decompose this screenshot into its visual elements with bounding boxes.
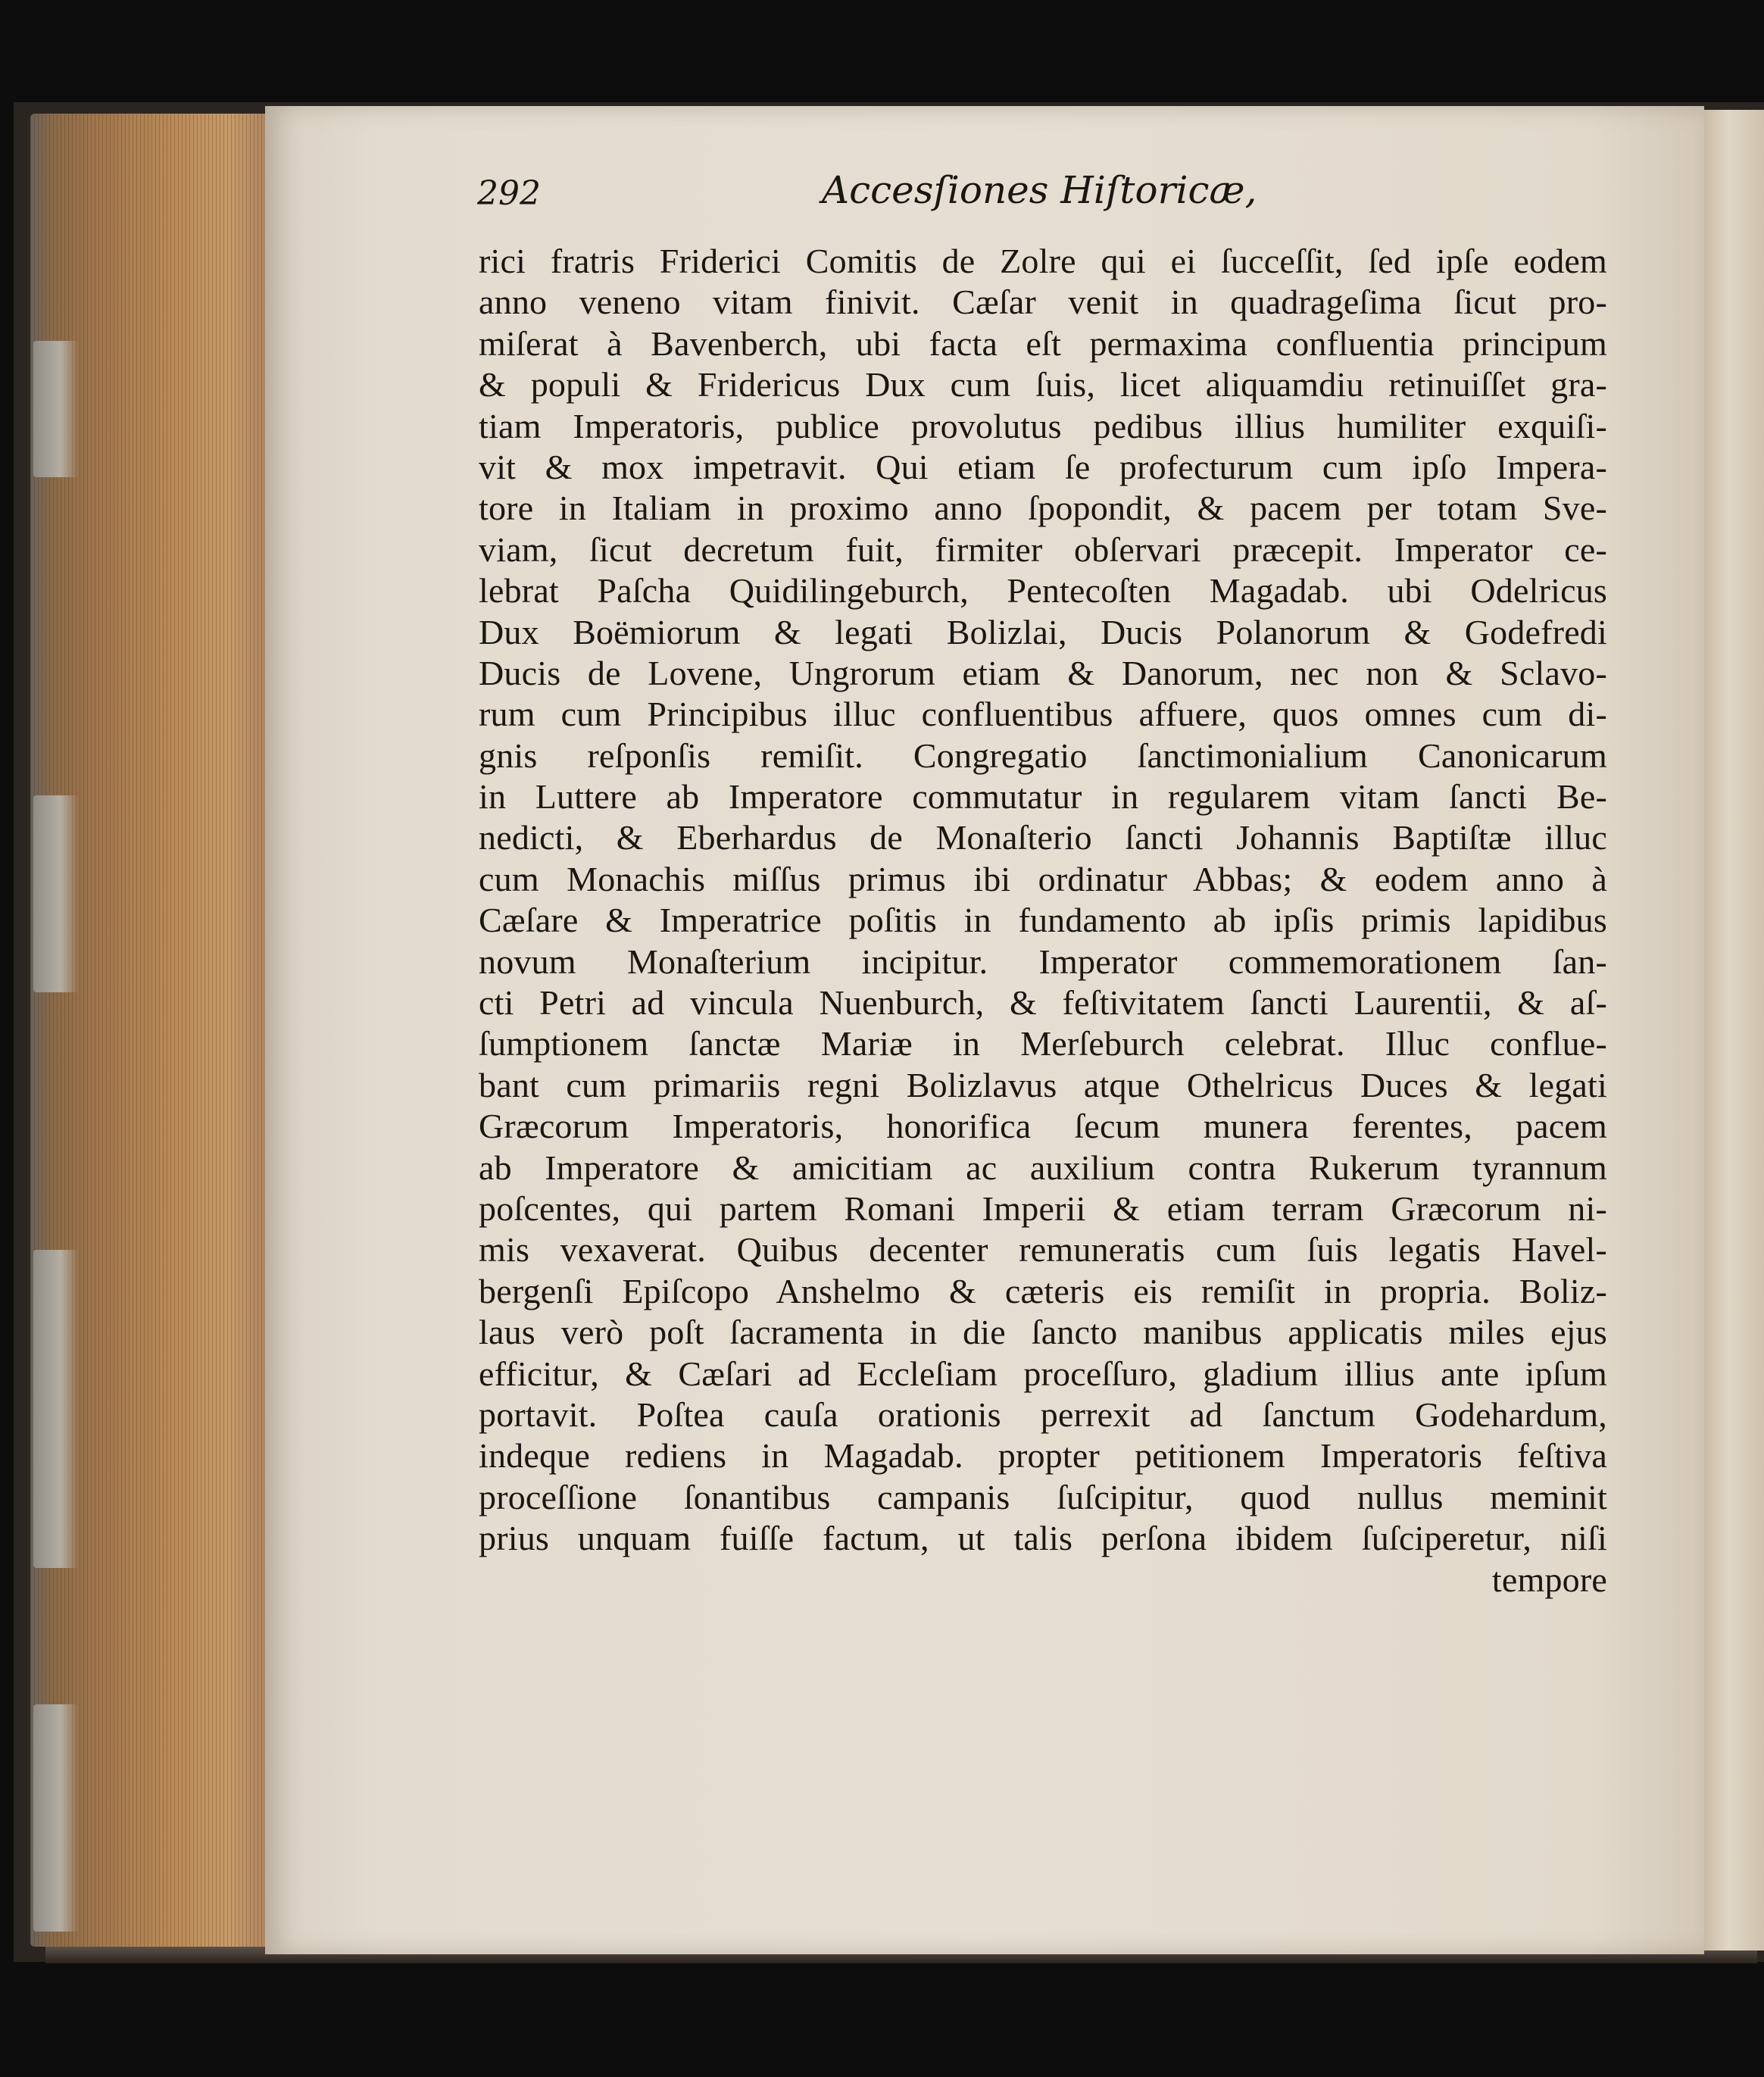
text-line: tore in Italiam in proximo anno ſpopondit, & pacem per totam Sve-	[479, 489, 1607, 528]
text-line: ſumptionem ſanctæ Mariæ in Merſeburch celebrat. Illuc conflue-	[479, 1024, 1607, 1063]
text-line: Cæſare & Imperatrice poſitis in fundamento ab ipſis primis lapidibus	[479, 901, 1607, 940]
text-line: Dux Boëmiorum & legati Bolizlai, Ducis Polanorum & Godefredi	[479, 612, 1607, 651]
running-title: Accesſiones Hiſtoricæ,	[822, 168, 1257, 212]
text-line: poſcentes, qui partem Romani Imperii & etiam terram Græcorum ni-	[479, 1188, 1607, 1228]
edge-stain	[33, 341, 79, 477]
text-line: bergenſi Epiſcopo Anshelmo & cæteris eis remiſit in propria. Boliz-	[479, 1271, 1607, 1310]
text-line: & populi & Fridericus Dux cum ſuis, licet aliquamdiu retinuiſſet gra-	[479, 365, 1607, 404]
text-line: tiam Imperatoris, publice provolutus pedibus illius humiliter exquiſi-	[479, 406, 1607, 445]
text-line: anno veneno vitam finivit. Cæſar venit in quadrageſima ſicut pro-	[479, 283, 1607, 322]
text-line: in Luttere ab Imperatore commutatur in regularem vitam ſancti Be-	[479, 777, 1607, 817]
text-line: Ducis de Lovene, Ungrorum etiam & Danorum, nec non & Sclavo-	[479, 653, 1607, 692]
text-line: Græcorum Imperatoris, honorifica ſecum munera ferentes, pacem	[479, 1107, 1607, 1146]
text-line: ab Imperatore & amicitiam ac auxilium contra Rukerum tyrannum	[479, 1148, 1607, 1187]
text-line: miſerat à Bavenberch, ubi facta eſt permaxima confluentia principum	[479, 323, 1607, 363]
edge-stain	[33, 1704, 79, 1932]
edge-stain	[33, 1250, 79, 1568]
text-line: efficitur, & Cæſari ad Eccleſiam proceſſuro, gladium illius ante ipſum	[479, 1354, 1607, 1393]
text-line: gnis reſponſis remiſit. Congregatio ſanctimonialium Canonicarum	[479, 736, 1607, 775]
text-line: lebrat Paſcha Quidilingeburch, Pentecoſten Magadab. ubi Odelricus	[479, 571, 1607, 611]
text-line: cum Monachis miſſus primus ibi ordinatur Abbas; & eodem anno à	[479, 859, 1607, 898]
page-number: 292	[477, 174, 541, 213]
text-line: indeque rediens in Magadab. propter petitionem Imperatoris feſtiva	[479, 1436, 1607, 1476]
text-line: laus verò poſt ſacramenta in die ſancto manibus applicatis miles ejus	[479, 1313, 1607, 1352]
text-line: rum cum Principibus illuc confluentibus affuere, quos omnes cum di-	[479, 695, 1607, 734]
text-line: viam, ſicut decretum fuit, firmiter obſervari præcepit. Imperator ce-	[479, 529, 1607, 569]
edge-stain	[33, 795, 79, 992]
catchword: tempore	[1491, 1560, 1607, 1599]
text-line: rici fratris Friderici Comitis de Zolre qui ei ſucceſſit, ſed ipſe eodem	[479, 242, 1607, 280]
text-line: novum Monaſterium incipitur. Imperator commemorationem ſan-	[479, 942, 1607, 981]
text-line: cti Petri ad vincula Nuenburch, & feſtivitatem ſancti Laurentii, & aſ-	[479, 983, 1607, 1023]
text-line: bant cum primariis regni Bolizlavus atque Othelricus Duces & legati	[479, 1065, 1607, 1104]
text-line: portavit. Poſtea cauſa orationis perrexit ad ſanctum Godehardum,	[479, 1395, 1607, 1434]
text-line: prius unquam fuiſſe factum, ut talis perſona ibidem ſuſciperetur, niſi	[479, 1519, 1607, 1558]
body-text	[479, 241, 1607, 1601]
facing-page-edge	[1704, 110, 1764, 1951]
text-line: mis vexaverat. Quibus decenter remuneratis cum ſuis legatis Havel-	[479, 1230, 1607, 1270]
book-fore-edge	[30, 114, 265, 1947]
text-line: vit & mox impetravit. Qui etiam ſe profecturum cum ipſo Impera-	[479, 447, 1607, 486]
text-line: proceſſione ſonantibus campanis ſuſcipitur, quod nullus meminit	[479, 1477, 1607, 1516]
text-line: nedicti, & Eberhardus de Monaſterio ſancti Johannis Baptiſtæ illuc	[479, 818, 1607, 857]
page-header	[477, 168, 1613, 229]
